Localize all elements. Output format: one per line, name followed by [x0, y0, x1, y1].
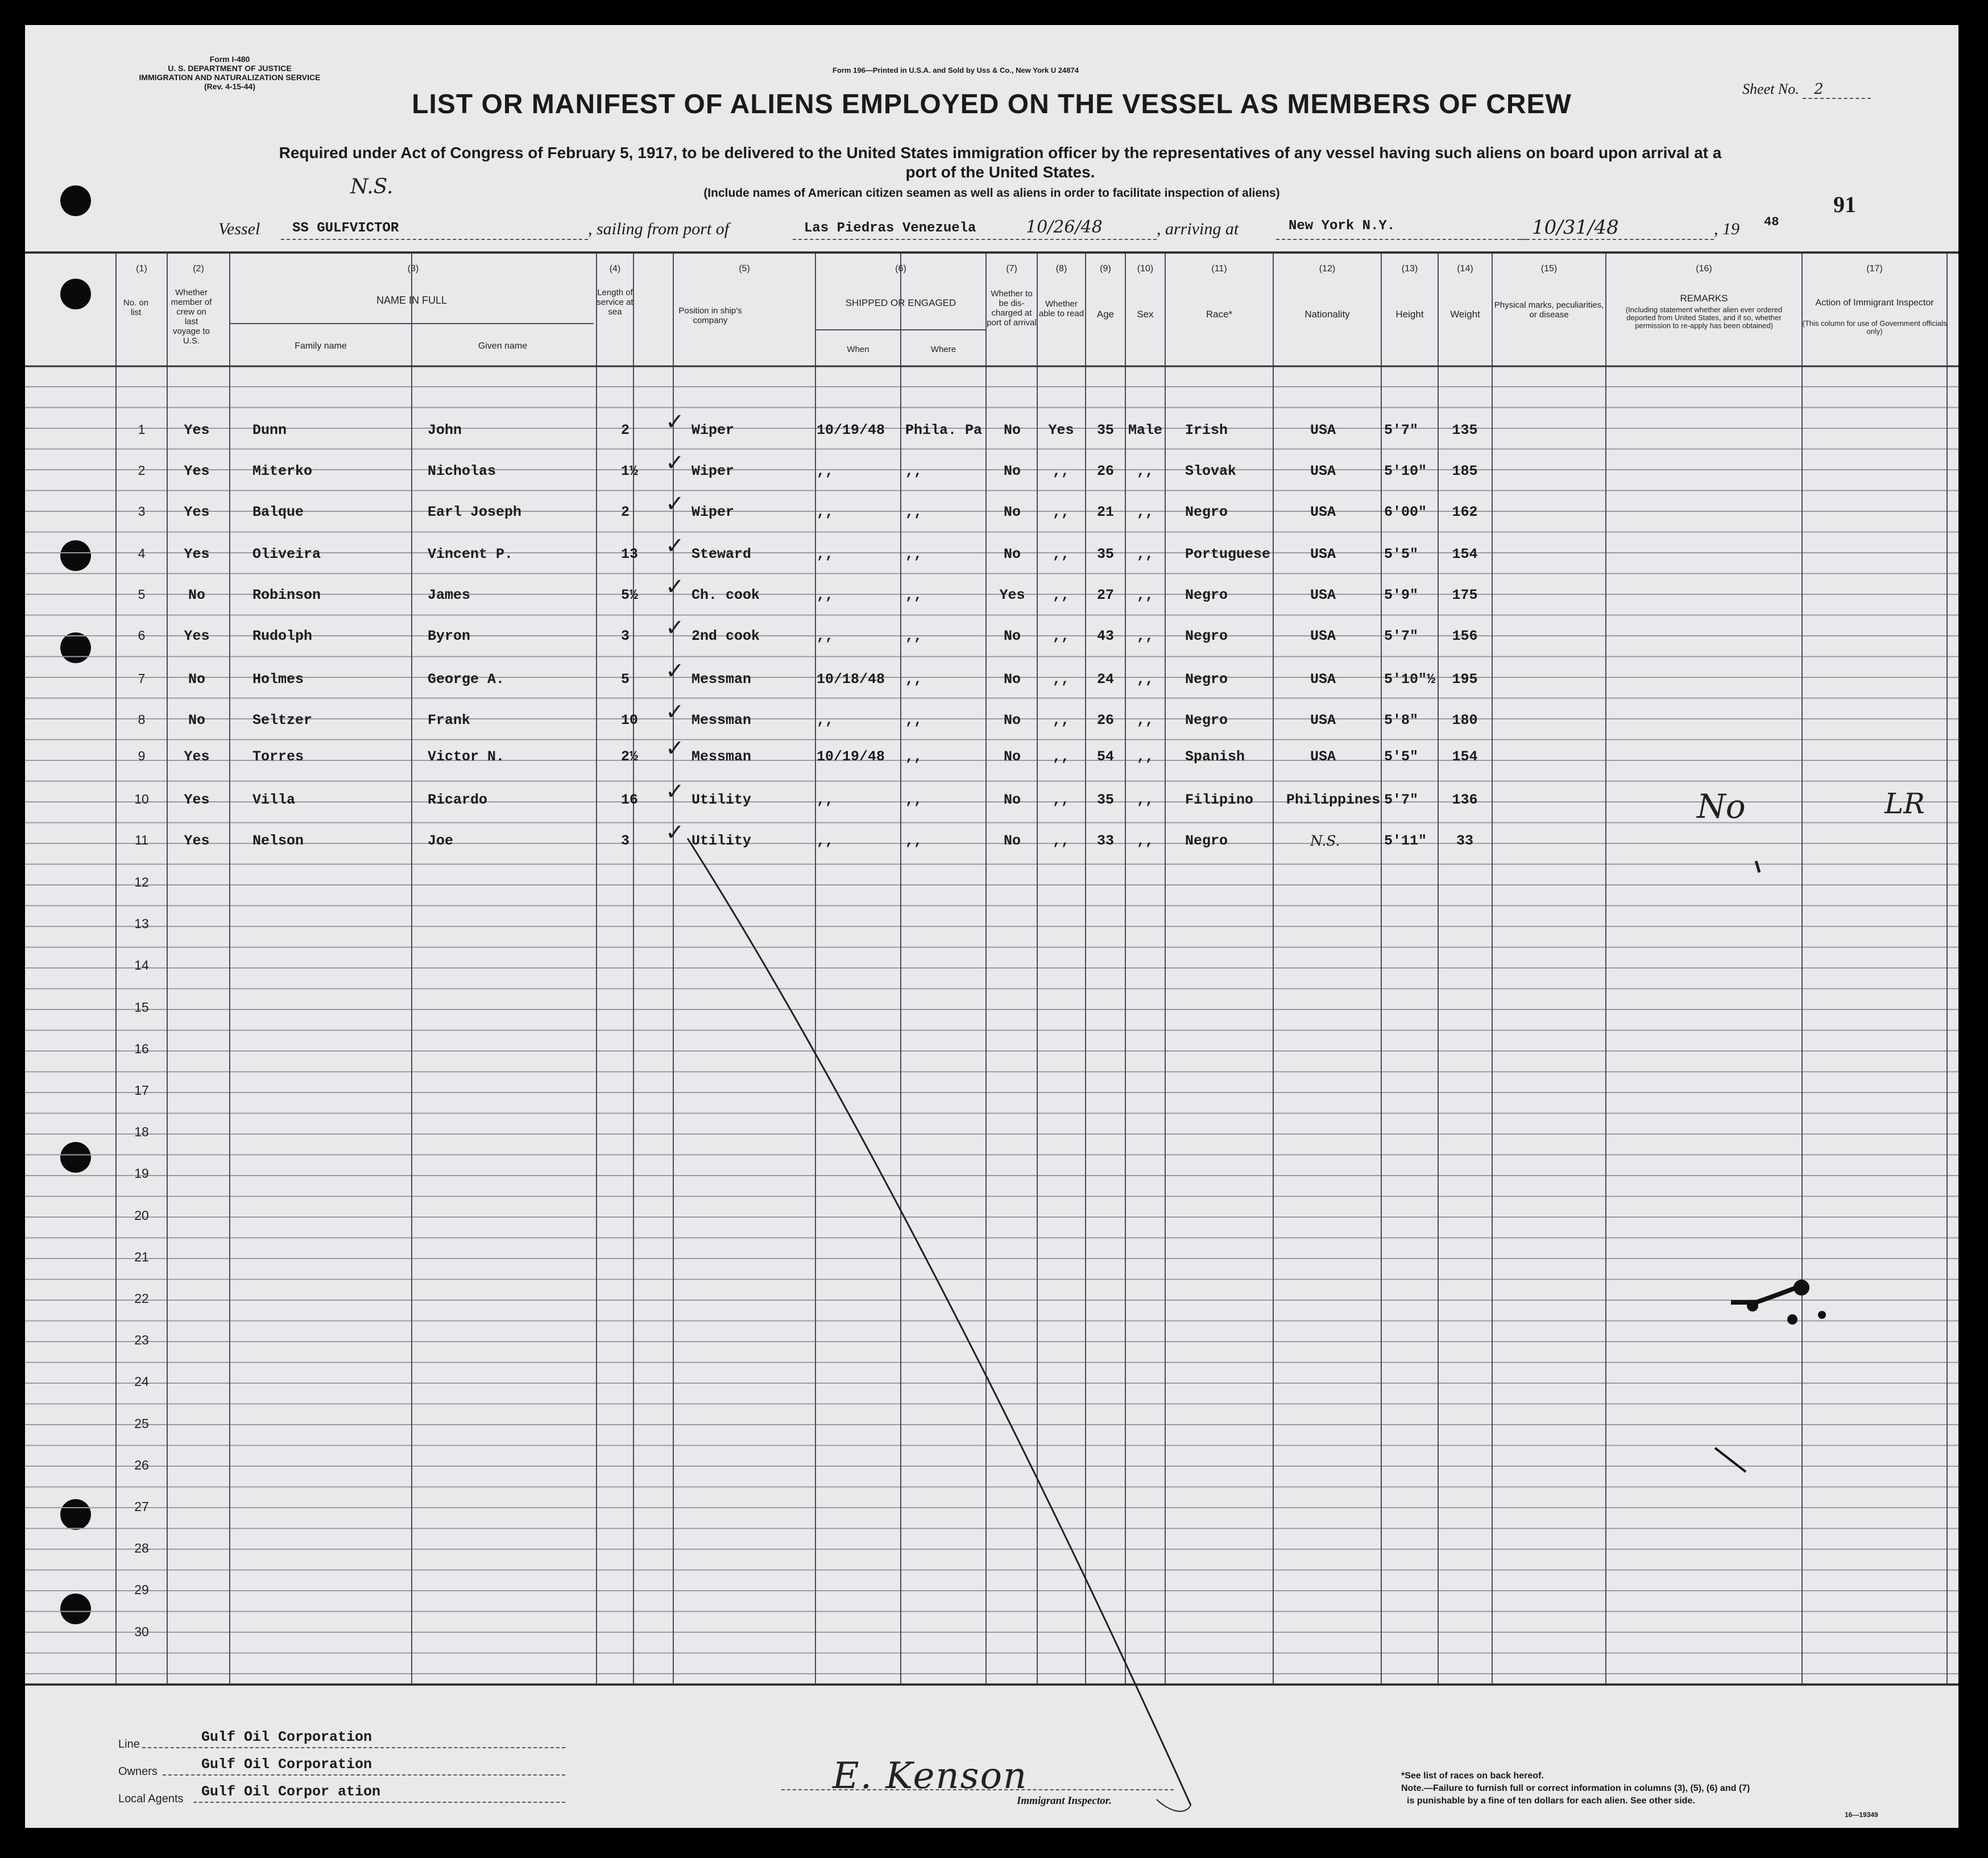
col9-head: Age	[1096, 309, 1115, 320]
cell-when: ,,	[817, 792, 834, 808]
cell-where: ,,	[905, 833, 923, 849]
row-number: 19	[134, 1166, 149, 1181]
cell-read: ,,	[1052, 463, 1070, 479]
cell-position: Messman	[691, 671, 752, 688]
cell-age: 27	[1096, 587, 1114, 603]
cell-position: Messman	[691, 748, 752, 765]
cell-family: Nelson	[252, 833, 304, 849]
check-mark: ✓	[665, 615, 685, 641]
cell-read: ,,	[1052, 671, 1070, 688]
cell-age: 35	[1096, 546, 1114, 562]
cell-sex: ,,	[1136, 546, 1154, 562]
cell-given: Nicholas	[428, 463, 496, 479]
cell-race: Slovak	[1185, 463, 1237, 479]
cell-disch: No	[1003, 546, 1021, 562]
cell-position: Utility	[691, 792, 752, 808]
year-suffix: 48	[1764, 215, 1779, 229]
row-number: 2	[138, 463, 146, 478]
cell-weight: 136	[1452, 792, 1478, 808]
cell-sex: ,,	[1136, 833, 1154, 849]
sheet-value: 2	[1803, 81, 1871, 99]
col8-head: Whether able to read	[1038, 299, 1084, 318]
cell-where: Phila. Pa	[905, 422, 983, 438]
cell-height: 5'5"	[1384, 546, 1419, 562]
cell-race: Negro	[1185, 587, 1228, 603]
cell-family: Torres	[252, 748, 304, 765]
col7-head: Whether to be dis-charged at port of arrival	[987, 289, 1037, 328]
sailing-port: Las Piedras Venezuela	[804, 221, 976, 236]
column-number: (5)	[739, 264, 750, 274]
cell-height: 5'11"	[1384, 833, 1427, 849]
cell-read: ,,	[1052, 748, 1070, 765]
cell-race: Negro	[1185, 628, 1228, 644]
cell-nat: USA	[1310, 546, 1336, 562]
cell-height: 5'7"	[1384, 628, 1419, 644]
cell-weight: 180	[1452, 712, 1478, 729]
col3-head: NAME IN FULL	[376, 295, 448, 306]
row-number: 26	[134, 1457, 149, 1472]
column-number: (8)	[1055, 264, 1067, 274]
cell-service: 2	[621, 422, 630, 438]
cell-weight: 135	[1452, 422, 1478, 438]
cell-age: 26	[1096, 463, 1114, 479]
cell-given: Joe	[428, 833, 454, 849]
cell-given: Byron	[428, 628, 471, 644]
col6-head: SHIPPED OR ENGAGED	[845, 297, 956, 308]
col1-head: No. on list	[123, 298, 149, 317]
cell-position: Wiper	[691, 504, 735, 520]
col17-sub: (This column for use of Government officials only)	[1802, 319, 1947, 336]
cell-given: Earl Joseph	[428, 504, 522, 520]
cell-given: John	[428, 422, 462, 438]
cell-weight: 195	[1452, 671, 1478, 688]
cell-given: Victor N.	[428, 748, 505, 765]
cell-disch: No	[1003, 748, 1021, 765]
revision: (Rev. 4-15-44)	[204, 82, 255, 91]
cell-race: Irish	[1185, 422, 1228, 438]
cell-read: ,,	[1052, 587, 1070, 603]
col11-head: Race*	[1206, 309, 1233, 320]
cell-service: 5	[621, 671, 630, 688]
cell-weight: 162	[1452, 504, 1478, 520]
ns-handwritten-mark: N.S.	[350, 175, 394, 198]
arriving-date: 10/31/48	[1532, 216, 1619, 239]
cell-sex: ,,	[1136, 671, 1154, 688]
cell-age: 54	[1096, 748, 1114, 765]
cell-height: 5'5"	[1384, 748, 1419, 765]
check-mark: ✓	[665, 658, 685, 684]
cell-where: ,,	[905, 504, 923, 520]
cell-position: Wiper	[691, 463, 735, 479]
cell-family: Villa	[252, 792, 296, 808]
cell-race: Negro	[1185, 833, 1228, 849]
cell-when: ,,	[817, 546, 834, 562]
cell-disch: No	[1003, 792, 1021, 808]
cell-given: Vincent P.	[428, 546, 513, 562]
cell-race: Negro	[1185, 671, 1228, 688]
cell-race: Portuguese	[1185, 546, 1271, 562]
check-mark: ✓	[665, 574, 685, 600]
row-number: 24	[134, 1374, 149, 1389]
check-mark: ✓	[665, 409, 685, 435]
cell-disch: No	[1003, 712, 1021, 729]
cell-when: ,,	[817, 463, 834, 479]
row-number: 13	[134, 916, 149, 932]
row-number: 10	[134, 792, 149, 806]
inspector-label: Immigrant Inspector.	[1017, 1795, 1112, 1807]
cell-family: Holmes	[252, 671, 304, 688]
cell-where: ,,	[905, 463, 923, 479]
cell-age: 33	[1096, 833, 1114, 849]
cell-family: Miterko	[252, 463, 313, 479]
cell-where: ,,	[905, 671, 923, 688]
cell-height: 5'10"	[1384, 463, 1427, 479]
col13-head: Height	[1395, 309, 1424, 320]
subtitle-line-1: Required under Act of Congress of February 5, 1917, to be delivered to the United States immigration officer by the representatives of any vessel having such aliens on board upon arrival at a	[279, 144, 1722, 162]
cell-weight: 156	[1452, 628, 1478, 644]
col3b-head: Given name	[478, 341, 528, 351]
cell-read: ,,	[1052, 792, 1070, 808]
cell-height: 5'8"	[1384, 712, 1419, 729]
sailing-date: 10/26/48	[1026, 217, 1103, 237]
cell-last: No	[188, 671, 205, 688]
cell-read: ,,	[1052, 546, 1070, 562]
cell-age: 35	[1096, 792, 1114, 808]
cell-disch: No	[1003, 833, 1021, 849]
cell-given: Ricardo	[428, 792, 488, 808]
line-value: Gulf Oil Corporation	[201, 1729, 372, 1745]
cell-family: Robinson	[252, 587, 321, 603]
row-number: 11	[135, 833, 148, 847]
cell-service: 3	[621, 833, 630, 849]
cell-age: 24	[1096, 671, 1114, 688]
cell-age: 43	[1096, 628, 1114, 644]
cell-service: 5½	[621, 587, 639, 603]
row-number: 18	[134, 1124, 149, 1140]
agents-label: Local Agents	[118, 1793, 184, 1805]
cell-when: ,,	[817, 712, 834, 729]
column-number: (4)	[609, 264, 621, 274]
cell-nat: USA	[1310, 422, 1336, 438]
cell-last: Yes	[184, 628, 210, 644]
manifest-sheet	[25, 25, 1958, 1828]
cell-service: 10	[621, 712, 639, 729]
cell-when: 10/18/48	[817, 671, 885, 688]
sailing-label: , sailing from port of	[588, 220, 730, 238]
cell-nat: USA	[1310, 587, 1336, 603]
agents-value: Gulf Oil Corpor ation	[201, 1783, 381, 1800]
row-number: 17	[134, 1083, 149, 1098]
cell-last: Yes	[184, 422, 210, 438]
cell-nat: USA	[1310, 463, 1336, 479]
check-mark: ✓	[665, 450, 685, 476]
printer-line: Form 196—Printed in U.S.A. and Sold by Uss & Co., New York U 24874	[833, 66, 1079, 75]
cell-last: Yes	[184, 546, 210, 562]
cell-position: 2nd cook	[691, 628, 760, 644]
column-number: (1)	[136, 264, 147, 274]
cell-given: James	[428, 587, 471, 603]
department: U. S. DEPARTMENT OF JUSTICE	[168, 64, 292, 73]
row-number: 8	[138, 712, 146, 727]
col3a-head: Family name	[295, 341, 347, 351]
service: IMMIGRATION AND NATURALIZATION SERVICE	[139, 73, 321, 82]
row-number: 23	[134, 1333, 149, 1348]
races-note: *See list of races on back hereof.	[1401, 1771, 1544, 1781]
row-number: 6	[138, 628, 146, 643]
cell-last: Yes	[184, 504, 210, 520]
cell-height: 5'7"	[1384, 792, 1419, 808]
cell-given: Frank	[428, 712, 471, 729]
inspector-signature: E. Kenson	[833, 1755, 1028, 1797]
cell-weight: 154	[1452, 748, 1478, 765]
cell-where: ,,	[905, 546, 923, 562]
column-number: (3)	[407, 264, 419, 274]
cell-when: ,,	[817, 833, 834, 849]
cell-last: No	[188, 587, 205, 603]
row-number: 21	[134, 1249, 149, 1264]
column-number: (12)	[1319, 264, 1336, 274]
check-mark: ✓	[665, 491, 685, 517]
penalty-note-1: Note.—Failure to furnish full or correct information in columns (3), (5), (6) and (7)	[1401, 1783, 1750, 1793]
year-prefix: , 19	[1714, 220, 1740, 238]
cell-read: ,,	[1052, 628, 1070, 644]
row-number: 15	[134, 999, 149, 1015]
row-number: 22	[134, 1291, 149, 1306]
cell-family: Balque	[252, 504, 304, 520]
cell-last: No	[188, 712, 205, 729]
cell-disch: No	[1003, 463, 1021, 479]
cell-sex: ,,	[1136, 792, 1154, 808]
cell-race: Filipino	[1185, 792, 1254, 808]
row-number: 14	[134, 958, 149, 973]
col4-head: Length of service at sea	[597, 288, 633, 317]
col10-head: Sex	[1137, 309, 1154, 320]
row-number: 28	[134, 1541, 149, 1556]
cell-nat: USA	[1310, 504, 1336, 520]
cell-age: 26	[1096, 712, 1114, 729]
cell-height: 5'9"	[1384, 587, 1419, 603]
cell-position: Utility	[691, 833, 752, 849]
cell-nat: Philippines	[1286, 792, 1381, 808]
row-number: 3	[138, 504, 146, 519]
column-number: (17)	[1866, 264, 1883, 274]
cell-service: 1½	[621, 463, 639, 479]
cell-position: Ch. cook	[691, 587, 760, 603]
cell-where: ,,	[905, 628, 923, 644]
cell-race: Spanish	[1185, 748, 1245, 765]
cell-height: 6'00"	[1384, 504, 1427, 520]
cell-where: ,,	[905, 748, 923, 765]
cell-given: George A.	[428, 671, 505, 688]
row-number: 29	[134, 1582, 149, 1598]
cell-nat: USA	[1310, 628, 1336, 644]
row-number: 1	[138, 422, 146, 437]
cell-sex: ,,	[1136, 587, 1154, 603]
cell-service: 3	[621, 628, 630, 644]
cell-nat: USA	[1310, 671, 1336, 688]
check-mark: ✓	[665, 820, 685, 846]
col17-head: Action of Immigrant Inspector	[1815, 298, 1934, 308]
cell-position: Steward	[691, 546, 752, 562]
cell-where: ,,	[905, 587, 923, 603]
row-number: 5	[138, 587, 146, 602]
cell-race: Negro	[1185, 504, 1228, 520]
cell-last: Yes	[184, 748, 210, 765]
cell-nat: N.S.	[1310, 833, 1340, 849]
subtitle-line-2: port of the United States.	[905, 163, 1095, 181]
cell-where: ,,	[905, 792, 923, 808]
cell-service: 2½	[621, 748, 639, 765]
cell-nat: USA	[1310, 712, 1336, 729]
column-number: (10)	[1137, 264, 1154, 274]
row-number: 12	[134, 875, 149, 889]
column-number: (9)	[1100, 264, 1111, 274]
cell-weight: 33	[1456, 833, 1473, 849]
row-number: 20	[134, 1207, 149, 1223]
col15-head: Physical marks, peculiarities, or disease	[1494, 300, 1604, 320]
vessel-name: SS GULFVICTOR	[292, 221, 399, 236]
row-number: 27	[134, 1499, 149, 1514]
cell-service: 2	[621, 504, 630, 520]
cell-service: 13	[621, 546, 639, 562]
check-mark: ✓	[665, 533, 685, 559]
cell-nat: USA	[1310, 748, 1336, 765]
cell-weight: 175	[1452, 587, 1478, 603]
cell-height: 5'10"½	[1384, 671, 1436, 688]
cell-family: Seltzer	[252, 712, 313, 729]
cell-family: Oliveira	[252, 546, 321, 562]
remark-row-10: No	[1697, 787, 1746, 826]
cell-disch: No	[1003, 671, 1021, 688]
include-note: (Include names of American citizen seamen as well as aliens in order to facilitate inspection of aliens)	[703, 187, 1280, 200]
column-number: (2)	[193, 264, 204, 274]
cell-sex: ,,	[1136, 463, 1154, 479]
cell-when: ,,	[817, 628, 834, 644]
cell-when: 10/19/48	[817, 422, 885, 438]
cell-family: Dunn	[252, 422, 287, 438]
col12-head: Nationality	[1304, 309, 1350, 320]
column-number: (7)	[1006, 264, 1017, 274]
cell-sex: ,,	[1136, 504, 1154, 520]
column-number: (11)	[1211, 264, 1227, 274]
cell-family: Rudolph	[252, 628, 313, 644]
column-number: (13)	[1401, 264, 1418, 274]
strike-line	[687, 838, 1191, 1805]
column-number: (14)	[1457, 264, 1473, 274]
cell-last: Yes	[184, 833, 210, 849]
vessel-label: Vessel	[218, 220, 260, 238]
form-number: Form I-480	[209, 55, 250, 64]
line-label: Line	[118, 1738, 140, 1751]
column-number: (15)	[1540, 264, 1558, 274]
cell-sex: ,,	[1136, 748, 1154, 765]
check-mark: ✓	[665, 779, 685, 805]
owners-value: Gulf Oil Corporation	[201, 1756, 372, 1773]
cell-when: ,,	[817, 587, 834, 603]
cell-read: Yes	[1048, 422, 1074, 438]
cell-last: Yes	[184, 463, 210, 479]
col14-head: Weight	[1450, 309, 1480, 320]
cell-age: 35	[1096, 422, 1114, 438]
row-number: 16	[134, 1041, 149, 1056]
penalty-note-2: is punishable by a fine of ten dollars for each alien. See other side.	[1407, 1796, 1695, 1806]
row-number: 30	[134, 1624, 149, 1639]
cell-read: ,,	[1052, 712, 1070, 729]
cell-disch: No	[1003, 422, 1021, 438]
cell-height: 5'7"	[1384, 422, 1419, 438]
cell-disch: No	[1003, 504, 1021, 520]
cell-age: 21	[1096, 504, 1114, 520]
page-mark: 91	[1833, 192, 1856, 217]
cell-read: ,,	[1052, 504, 1070, 520]
cell-race: Negro	[1185, 712, 1228, 729]
row-number: 9	[138, 748, 146, 763]
owners-label: Owners	[118, 1765, 158, 1778]
row-number: 25	[134, 1416, 149, 1431]
cell-disch: Yes	[999, 587, 1025, 603]
cell-where: ,,	[905, 712, 923, 729]
cell-read: ,,	[1052, 833, 1070, 849]
cell-disch: No	[1003, 628, 1021, 644]
inspector-action-row-10: LR	[1885, 787, 1925, 820]
check-mark: ✓	[665, 699, 685, 725]
cell-when: ,,	[817, 504, 834, 520]
col2-head: Whether member of crew on last voyage to U.S.	[171, 288, 212, 346]
col6b-head: Where	[930, 345, 956, 354]
cell-sex: ,,	[1136, 628, 1154, 644]
cell-position: Wiper	[691, 422, 735, 438]
sheet-label: Sheet No.	[1742, 81, 1799, 97]
cell-weight: 185	[1452, 463, 1478, 479]
cell-service: 16	[621, 792, 639, 808]
cell-sex: ,,	[1136, 712, 1154, 729]
cell-last: Yes	[184, 792, 210, 808]
cell-weight: 154	[1452, 546, 1478, 562]
column-number: (6)	[895, 264, 906, 274]
document-title: LIST OR MANIFEST OF ALIENS EMPLOYED ON THE VESSEL AS MEMBERS OF CREW	[412, 89, 1572, 119]
column-number: (16)	[1696, 264, 1712, 274]
cell-sex: Male	[1128, 422, 1162, 438]
col16-sub: (Including statement whether alien ever ordered deported from United States, and if so, whether permission to re-apply has been obtained)	[1625, 305, 1783, 330]
row-number: 7	[138, 671, 146, 686]
check-mark: ✓	[665, 735, 685, 762]
row-number: 4	[138, 546, 146, 561]
cell-when: 10/19/48	[817, 748, 885, 765]
arriving-label: , arriving at	[1157, 220, 1239, 238]
print-code: 16—19349	[1845, 1811, 1878, 1819]
col6a-head: When	[847, 345, 869, 354]
col5-head: Position in ship's company	[678, 306, 742, 325]
cell-position: Messman	[691, 712, 752, 729]
col16-head: REMARKS	[1680, 293, 1728, 304]
arriving-port: New York N.Y.	[1289, 218, 1395, 234]
